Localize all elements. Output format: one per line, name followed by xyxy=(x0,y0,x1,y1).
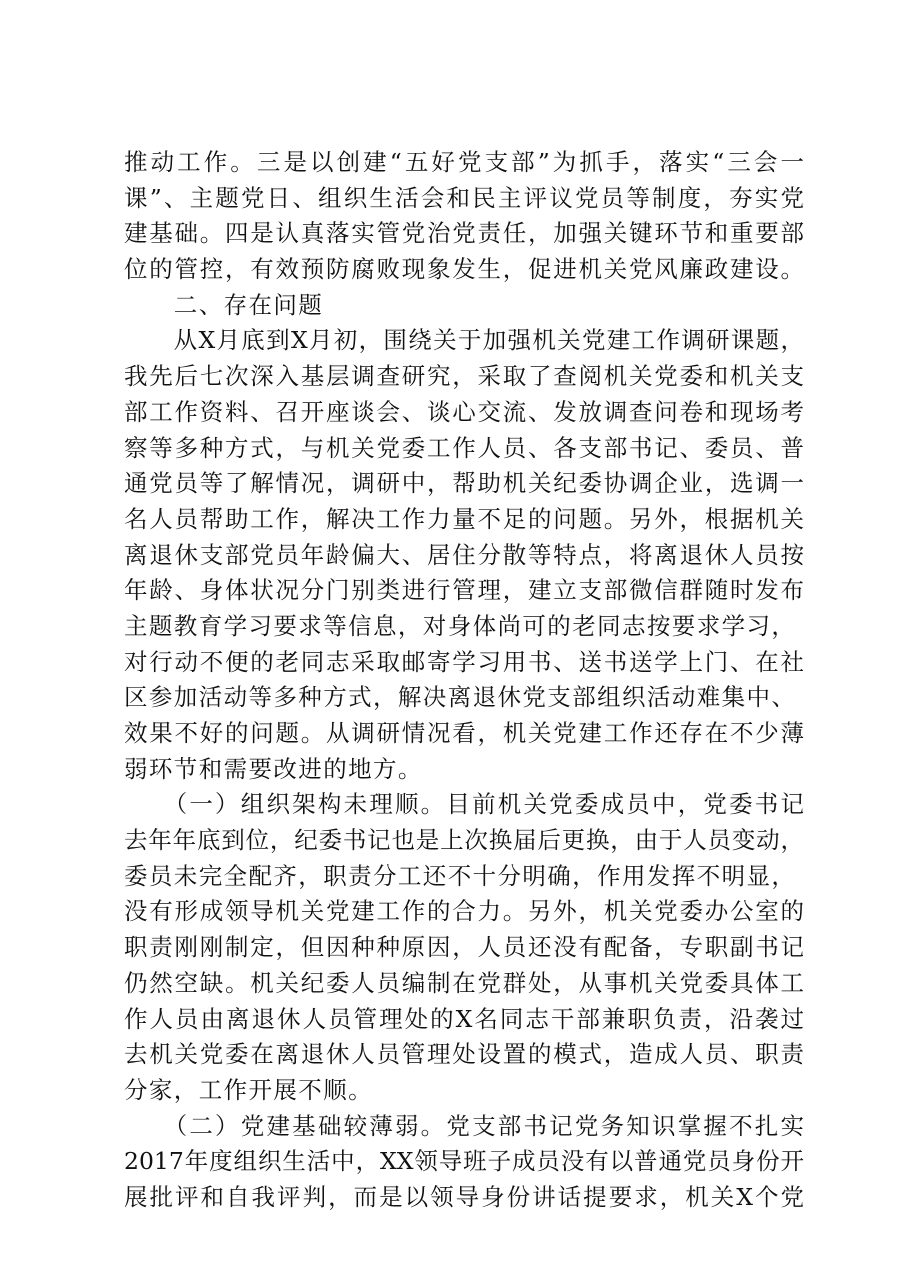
text-line: 效果不好的问题。从调研情况看，机关党建工作还存在不少薄 xyxy=(124,719,804,747)
text-line: 课”、主题党日、组织生活会和民主评议党员等制度，夯实党 xyxy=(124,183,804,212)
text-line: 仍然空缺。机关纪委人员编制在党群处，从事机关党委具体工 xyxy=(124,968,804,997)
document-body xyxy=(124,145,804,1216)
text-line: 弱环节和需要改进的地方。 xyxy=(124,754,423,783)
text-line: 名人员帮助工作，解决工作力量不足的问题。另外，根据机关 xyxy=(124,504,804,533)
text-line: 通党员等了解情况，调研中，帮助机关纪委协调企业，选调一 xyxy=(124,469,804,498)
text-line: 去年年底到位，纪委书记也是上次换届后更换，由于人员变动， xyxy=(124,826,804,855)
text-line: 作人员由离退休人员管理处的X名同志干部兼职负责，沿袭过 xyxy=(124,1004,804,1033)
text-line: 职责刚刚制定，但因种种原因，人员还没有配备，专职副书记 xyxy=(124,933,804,962)
text-line: 委员未完全配齐，职责分工还不十分明确，作用发挥不明显， xyxy=(124,861,797,890)
text-line: 2017年度组织生活中，XX领导班子成员没有以普通党员身份开 xyxy=(124,1147,804,1176)
text-line: 没有形成领导机关党建工作的合力。另外，机关党委办公室的 xyxy=(124,897,804,926)
text-line: 展批评和自我评判，而是以领导身份讲话提要求，机关X个党 xyxy=(124,1182,804,1211)
text-line: 建基础。四是认真落实管党治党责任，加强关键环节和重要部 xyxy=(124,219,804,248)
text-line: 察等多种方式，与机关党委工作人员、各支部书记、委员、普 xyxy=(124,433,804,462)
text-line: 位的管控，有效预防腐败现象发生，促进机关党风廉政建设。 xyxy=(124,255,804,284)
text-line: 对行动不便的老同志采取邮寄学习用书、送书送学上门、在社 xyxy=(124,647,804,676)
text-line: 离退休支部党员年龄偏大、居住分散等特点，将离退休人员按 xyxy=(124,540,804,569)
text-line: 去机关党委在离退休人员管理处设置的模式，造成人员、职责 xyxy=(124,1040,804,1069)
text-line: 主题教育学习要求等信息，对身体尚可的老同志按要求学习， xyxy=(124,611,797,640)
text-line: 部工作资料、召开座谈会、谈心交流、发放调查问卷和现场考 xyxy=(124,397,804,426)
subsection-heading-line: （一）组织架构未理顺。目前机关党委成员中，党委书记 xyxy=(124,790,804,819)
text-line: 分家，工作开展不顺。 xyxy=(124,1075,373,1104)
subsection-heading-line: （二）党建基础较薄弱。党支部书记党务知识掌握不扎实 xyxy=(124,1111,804,1140)
section-heading: 二、存在问题 xyxy=(124,290,324,319)
text-line: 推动工作。三是以创建“五好党支部”为抓手，落实“三会一 xyxy=(124,148,804,176)
text-line: 我先后七次深入基层调查研究，采取了查阅机关党委和机关支 xyxy=(124,362,804,391)
text-line: 从X月底到X月初，围绕关于加强机关党建工作调研课题， xyxy=(124,326,804,355)
text-line: 区参加活动等多种方式，解决离退休党支部组织活动难集中、 xyxy=(124,683,797,712)
text-line: 年龄、身体状况分门别类进行管理，建立支部微信群随时发布 xyxy=(124,576,804,605)
